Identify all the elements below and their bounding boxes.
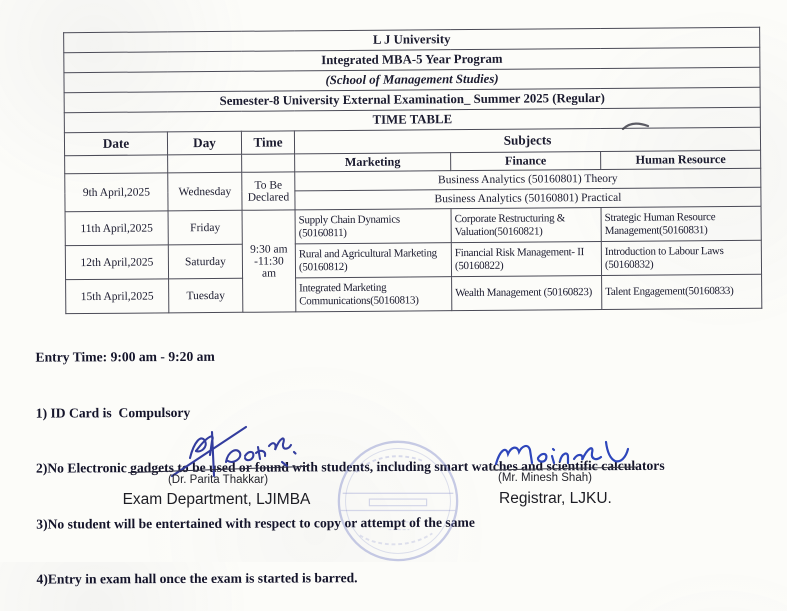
stream-header-finance: Finance xyxy=(451,151,601,170)
timetable-title: TIME TABLE xyxy=(64,107,760,132)
col-header-day: Day xyxy=(167,131,241,155)
subject-cell-marketing: Supply Chain Dynamics (50160811) xyxy=(295,209,451,244)
empty-cell xyxy=(168,154,242,173)
time-cell-shared: 9:30 am -11:30 am xyxy=(242,210,296,312)
col-header-time: Time xyxy=(241,131,294,154)
day-cell: Friday xyxy=(168,210,242,245)
instruction-2: 2)No Electronic gadgets to be used or found with students, including smart watches and scientific calculators xyxy=(35,457,665,476)
instruction-4: 4)Entry in exam hall once the exam is started is barred. xyxy=(36,570,358,587)
subject-cell-finance: Corporate Restructuring & Valuation(50160821) xyxy=(451,207,601,242)
col-header-date: Date xyxy=(64,132,167,156)
subject-cell-practical: Business Analytics (50160801) Practical xyxy=(295,187,761,210)
date-cell: 9th April,2025 xyxy=(65,173,168,212)
program-title: Integrated MBA-5 Year Program xyxy=(64,47,760,72)
pen-tick-mark xyxy=(620,118,654,134)
signatory-name-right: (Mr. Minesh Shah) xyxy=(498,472,592,484)
subject-cell-marketing: Integrated Marketing Communications(50160813) xyxy=(296,277,452,312)
round-office-stamp xyxy=(328,438,468,562)
signature-parita-thakkar xyxy=(160,422,330,480)
school-title: (School of Management Studies) xyxy=(64,67,760,92)
subject-cell-hr: Strategic Human Resource Management(50160831) xyxy=(601,206,761,241)
exam-timetable-table xyxy=(63,27,762,314)
signatory-role-left: Exam Department, LJIMBA xyxy=(122,491,311,508)
date-cell: 11th April,2025 xyxy=(65,211,168,246)
day-cell: Tuesday xyxy=(169,278,243,313)
subject-cell-hr: Talent Engagement(50160833) xyxy=(602,274,762,309)
subject-cell-theory: Business Analytics (50160801) Theory xyxy=(295,168,761,191)
empty-cell xyxy=(242,154,295,172)
entry-time-note: Entry Time: 9:00 am - 9:20 am xyxy=(35,348,215,365)
col-header-subjects: Subjects xyxy=(294,127,760,154)
day-cell: Saturday xyxy=(168,244,242,279)
exam-title: Semester-8 University External Examination_ Summer 2025 (Regular) xyxy=(64,87,760,112)
subject-cell-finance: Financial Risk Management- II (50160822) xyxy=(451,241,601,276)
instruction-1: 1) ID Card is Compulsory xyxy=(35,404,191,421)
subject-cell-marketing: Rural and Agricultural Marketing (50160812) xyxy=(295,243,451,278)
time-cell: To Be Declared xyxy=(242,172,295,210)
signatory-role-right: Registrar, LJKU. xyxy=(499,490,612,507)
stream-header-marketing: Marketing xyxy=(295,153,451,172)
date-cell: 15th April,2025 xyxy=(66,279,169,314)
stream-header-hr: Human Resource xyxy=(601,150,761,169)
subject-cell-hr: Introduction to Labour Laws (50160832) xyxy=(601,240,761,275)
signatory-name-left: (Dr. Parita Thakkar) xyxy=(167,474,269,486)
university-title: L J University xyxy=(64,27,760,52)
date-cell: 12th April,2025 xyxy=(65,245,168,280)
empty-cell xyxy=(65,155,168,174)
subject-cell-finance: Wealth Management (50160823) xyxy=(452,275,602,310)
signature-minesh-shah xyxy=(488,438,638,470)
instruction-3: 3)No student will be entertained with respect to copy or attempt of the same xyxy=(36,514,475,532)
day-cell: Wednesday xyxy=(168,172,242,211)
